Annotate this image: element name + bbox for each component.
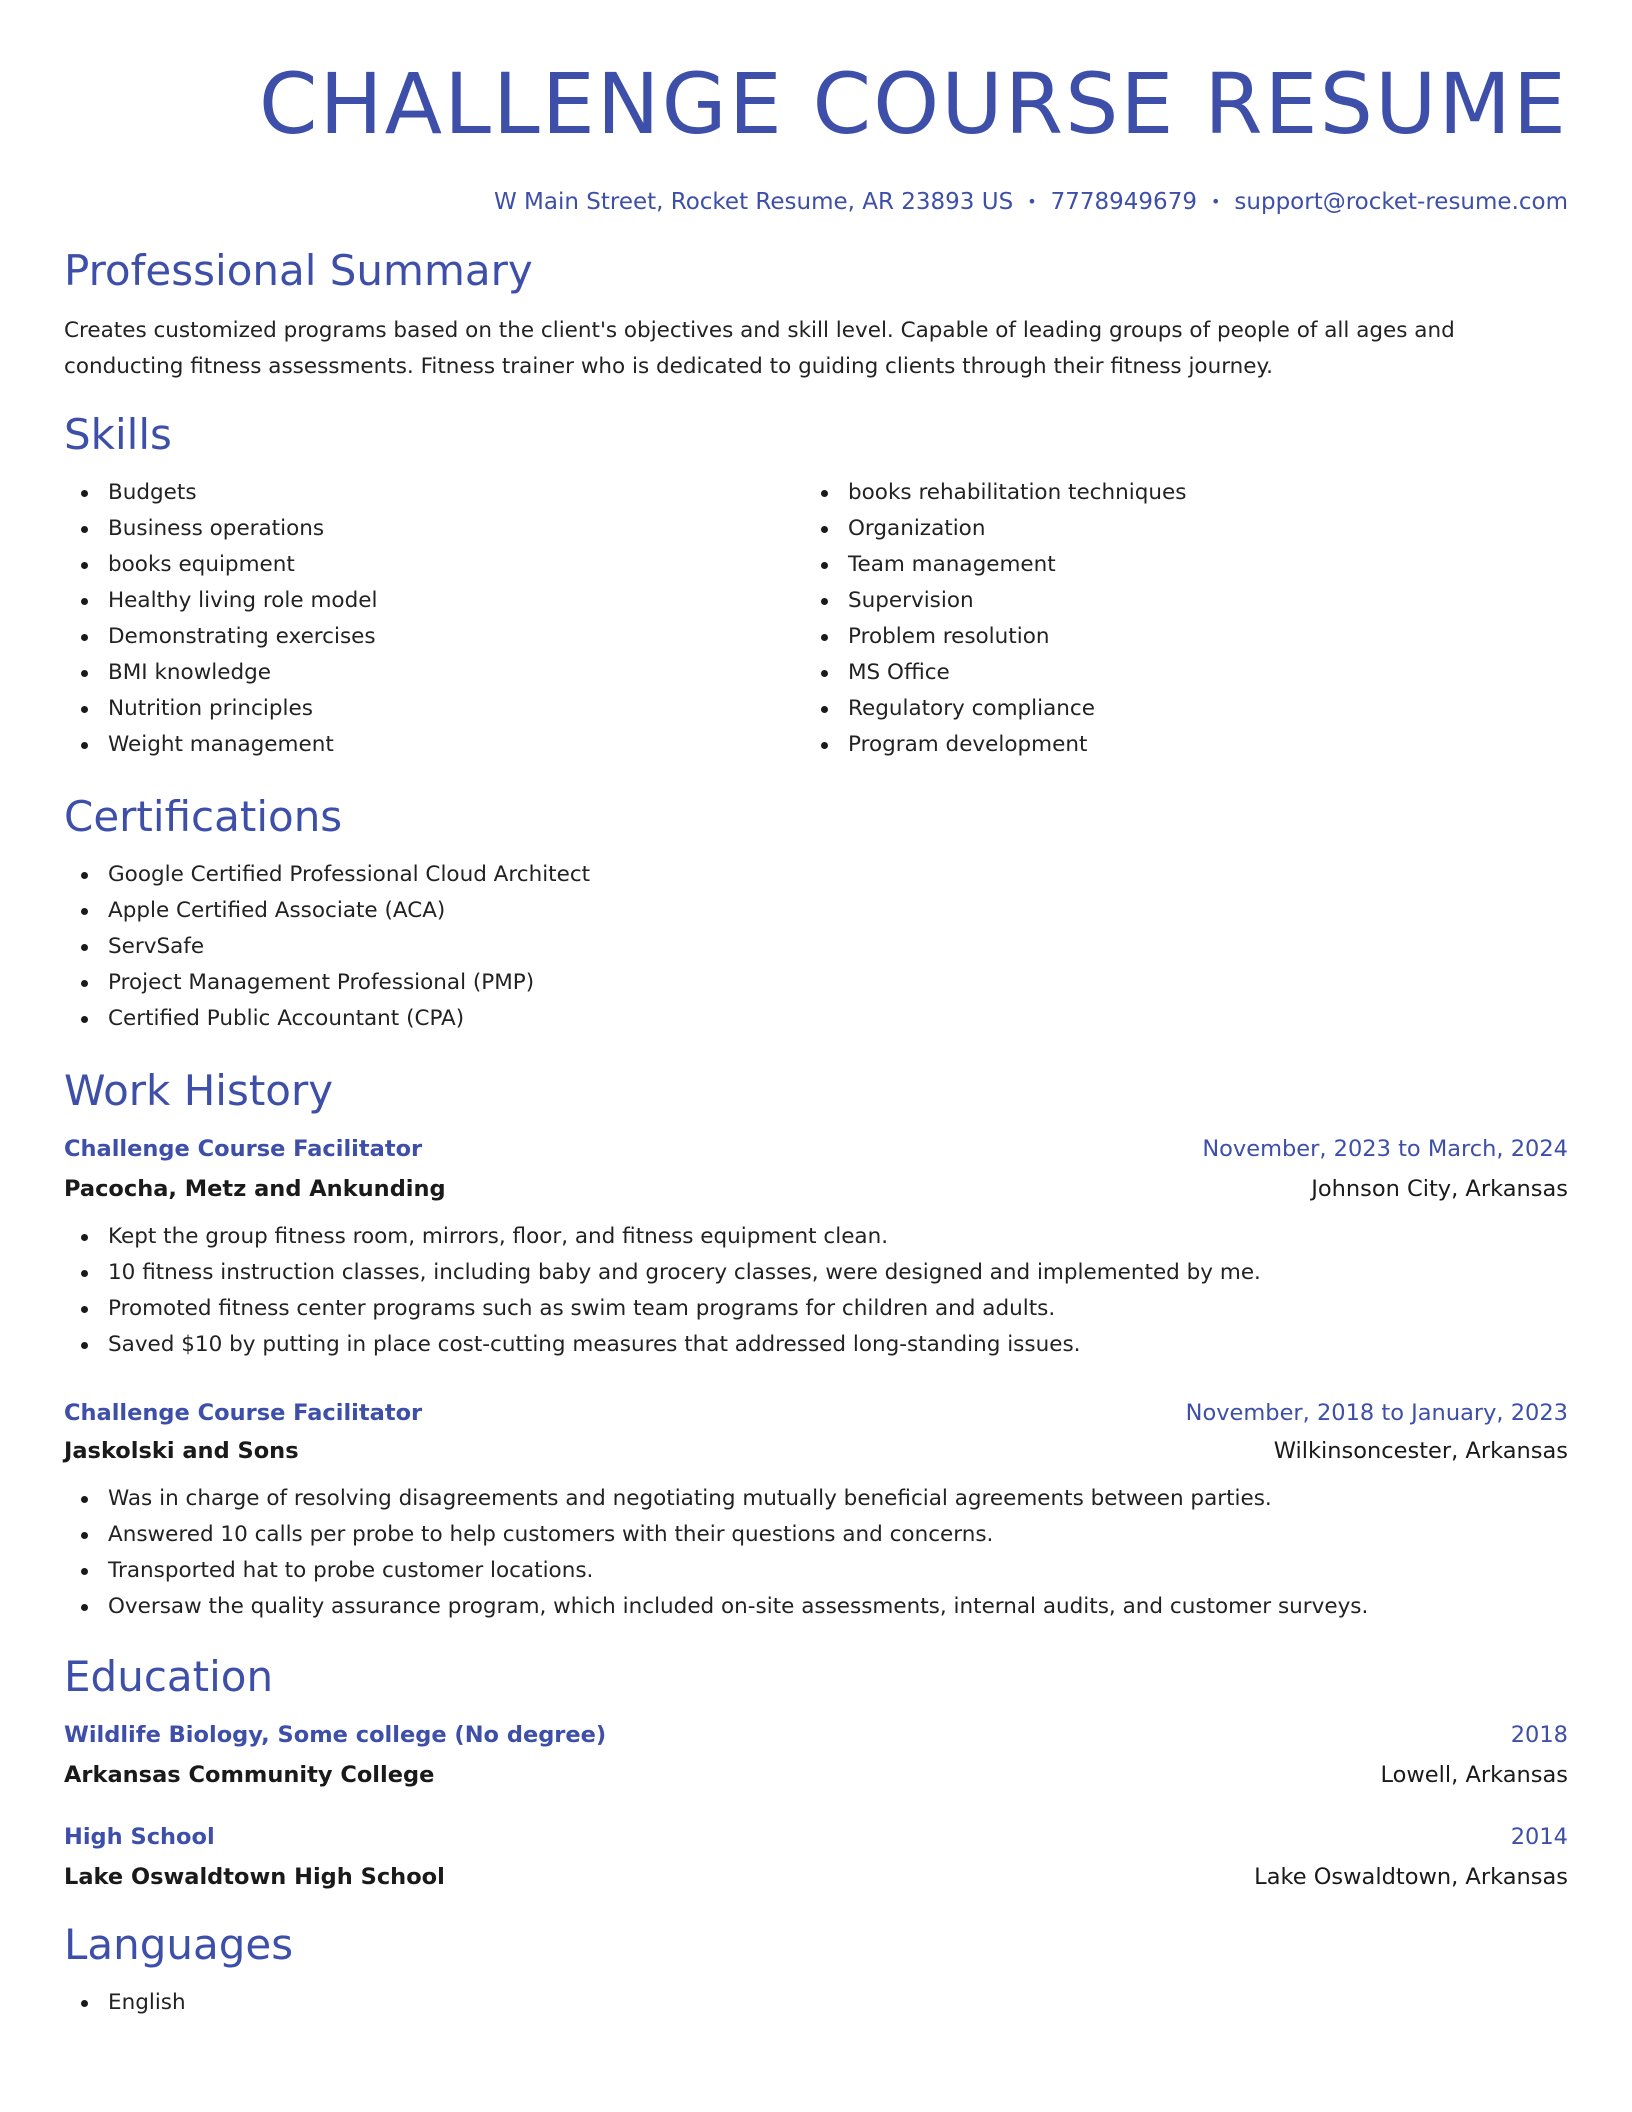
job-bullet: Promoted fitness center programs such as swim team programs for children and adults. — [64, 1291, 1568, 1327]
job-location: Johnson City, Arkansas — [1311, 1176, 1568, 1202]
certification-item: Apple Certified Associate (ACA) — [64, 893, 1568, 929]
job-bullet: Saved $10 by putting in place cost-cutting measures that addressed long-standing issues. — [64, 1327, 1568, 1363]
contact-phone: 7778949679 — [1050, 189, 1197, 215]
certification-item: Project Management Professional (PMP) — [64, 965, 1568, 1001]
contact-email: support@rocket-resume.com — [1234, 189, 1568, 215]
skill-item: Weight management — [64, 727, 804, 763]
skill-item: Business operations — [64, 511, 804, 547]
education-entry — [64, 1719, 1568, 1791]
skills-section — [64, 409, 1568, 763]
job-bullet: Kept the group fitness room, mirrors, floor, and fitness equipment clean. — [64, 1219, 1568, 1255]
job-title: Challenge Course Facilitator — [64, 1136, 423, 1162]
job-company: Pacocha, Metz and Ankunding — [64, 1176, 446, 1202]
contact-line — [64, 187, 1568, 217]
certifications-heading: Certifications — [64, 792, 343, 841]
skill-item: Nutrition principles — [64, 691, 804, 727]
job-bullet: 10 fitness instruction classes, including baby and grocery classes, were designed and implemented by me. — [64, 1255, 1568, 1291]
job-bullet: Transported hat to probe customer locations. — [64, 1553, 1568, 1589]
skill-item: books equipment — [64, 547, 804, 583]
skill-item: Regulatory compliance — [804, 691, 1544, 727]
skill-item: MS Office — [804, 655, 1544, 691]
languages-heading: Languages — [64, 1920, 294, 1969]
languages-section — [64, 1919, 1568, 2021]
education-location: Lowell, Arkansas — [1380, 1762, 1568, 1788]
contact-separator: • — [1027, 192, 1037, 211]
work-history-section — [64, 1065, 1568, 1625]
language-item: English — [64, 1985, 1568, 2021]
skill-item: books rehabilitation techniques — [804, 475, 1544, 511]
job-dates: November, 2018 to January, 2023 — [1185, 1400, 1568, 1426]
certification-item: Google Certified Professional Cloud Architect — [64, 857, 1568, 893]
skill-item: Team management — [804, 547, 1544, 583]
education-year: 2018 — [1510, 1722, 1568, 1748]
skill-item: Program development — [804, 727, 1544, 763]
skill-item: Organization — [804, 511, 1544, 547]
skills-grid — [64, 475, 1568, 763]
job-dates: November, 2023 to March, 2024 — [1202, 1136, 1568, 1162]
education-degree: Wildlife Biology, Some college (No degree) — [64, 1722, 607, 1748]
skills-column-right — [804, 475, 1544, 763]
skill-item: BMI knowledge — [64, 655, 804, 691]
skill-item: Supervision — [804, 583, 1544, 619]
education-heading: Education — [64, 1652, 274, 1701]
certification-item: ServSafe — [64, 929, 1568, 965]
skill-item: Demonstrating exercises — [64, 619, 804, 655]
job-company: Jaskolski and Sons — [64, 1438, 299, 1464]
education-section — [64, 1651, 1568, 1893]
education-year: 2014 — [1510, 1824, 1568, 1850]
contact-separator: • — [1210, 192, 1221, 211]
education-school: Arkansas Community College — [64, 1762, 435, 1788]
certifications-section — [64, 791, 1568, 1037]
job-bullet: Was in charge of resolving disagreements and negotiating mutually beneficial agreements between parties. — [64, 1481, 1568, 1517]
job-title: Challenge Course Facilitator — [64, 1400, 423, 1426]
resume-name: CHALLENGE COURSE RESUME — [258, 55, 1568, 153]
education-degree: High School — [64, 1824, 215, 1850]
job-entry — [64, 1397, 1568, 1625]
summary-heading: Professional Summary — [64, 246, 533, 295]
contact-address: W Main Street, Rocket Resume, AR 23893 US — [493, 189, 1014, 215]
job-entry — [64, 1133, 1568, 1363]
summary-section — [64, 245, 1568, 385]
resume-header — [64, 0, 1568, 217]
work-history-heading: Work History — [64, 1066, 334, 1115]
skill-item: Budgets — [64, 475, 804, 511]
skills-heading: Skills — [64, 410, 172, 459]
education-location: Lake Oswaldtown, Arkansas — [1254, 1864, 1568, 1890]
job-bullet: Oversaw the quality assurance program, which included on-site assessments, internal audits, and customer surveys. — [64, 1589, 1568, 1625]
job-location: Wilkinsoncester, Arkansas — [1273, 1438, 1568, 1464]
certification-item: Certified Public Accountant (CPA) — [64, 1001, 1568, 1037]
job-bullet: Answered 10 calls per probe to help customers with their questions and concerns. — [64, 1517, 1568, 1553]
skill-item: Problem resolution — [804, 619, 1544, 655]
skills-column-left — [64, 475, 804, 763]
education-entry — [64, 1821, 1568, 1893]
summary-text: Creates customized programs based on the client's objectives and skill level. Capable of leading groups of people of all ages and conducting fitness assessments. Fitness trainer who is dedicated to guiding clients through their fitness journey. — [64, 318, 1455, 379]
skill-item: Healthy living role model — [64, 583, 804, 619]
education-school: Lake Oswaldtown High School — [64, 1864, 445, 1890]
